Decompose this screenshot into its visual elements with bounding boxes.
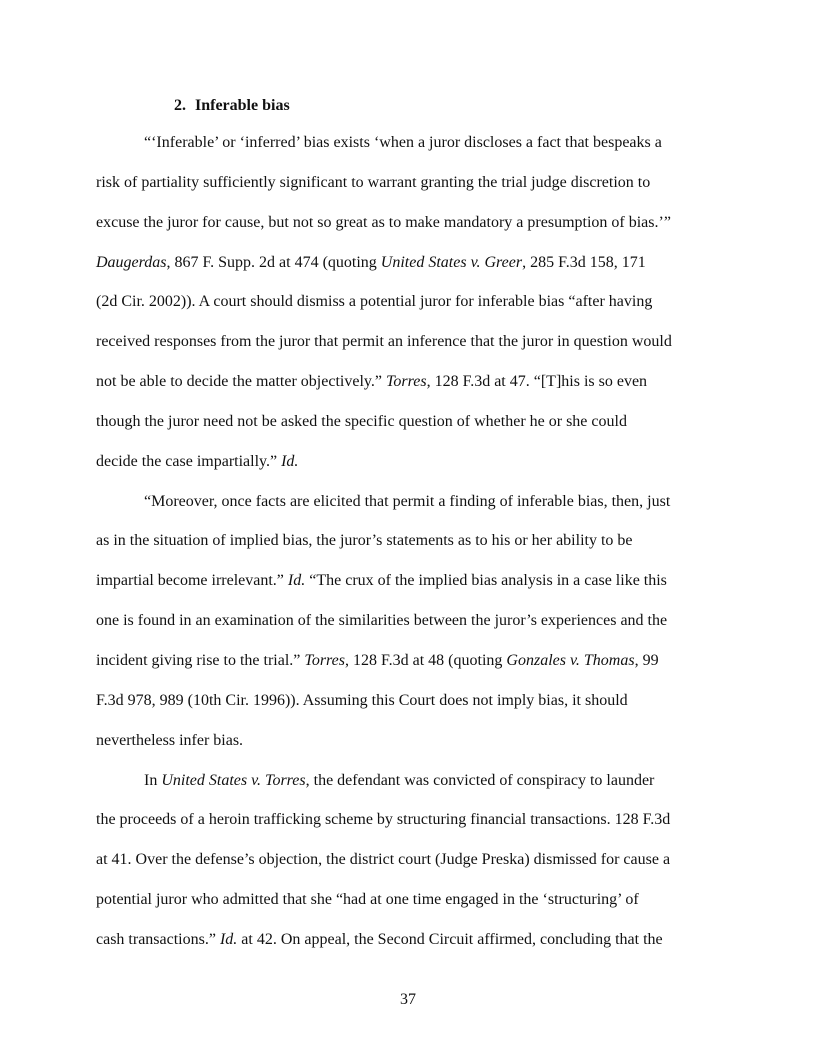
text-run: received responses from the juror that permit an inference that the juror in question would [96,333,672,351]
text-run: , 867 F. Supp. 2d at 474 (quoting [166,253,381,271]
text-line [96,930,736,970]
citation-italic: Torres [304,651,346,669]
text-run: at 41. Over the defense’s objection, the district court (Judge Preska) dismissed for cause a [96,851,671,869]
text-line [96,611,736,651]
text-line [96,213,736,253]
text-line [96,771,736,811]
citation-italic: United States v. Greer [380,253,523,271]
text-line [96,372,736,412]
text-run: excuse the juror for cause, but not so great as to make mandatory a presumption of bias.’” [96,213,671,231]
text-run: risk of partiality sufficiently significant to warrant granting the trial judge discretion to [96,173,651,191]
text-run: not be able to decide the matter objectively.” [96,373,386,391]
body-text [96,133,736,970]
text-run: “Moreover, once facts are elicited that permit a finding of inferable bias, then, just [144,492,671,510]
text-line [96,173,736,213]
text-line [96,810,736,850]
citation-italic: Id. [219,930,238,948]
text-run: (2d Cir. 2002)). A court should dismiss a potential juror for inferable bias “after having [96,293,653,311]
text-line [96,890,736,930]
page-number: 37 [400,991,416,1008]
text-line [96,253,736,293]
text-run: “‘Inferable’ or ‘inferred’ bias exists ‘when a juror discloses a fact that bespeaks a [144,134,662,151]
text-run: , the defendant was convicted of conspiracy to launder [305,771,655,789]
text-run: , 128 F.3d at 47. “[T]his is so even [426,373,648,391]
citation-italic: United States v. Torres [161,771,306,789]
text-line [96,292,736,332]
citation-italic: Id. [287,572,306,590]
text-run: impartial become irrelevant.” [96,572,288,590]
text-run: “The crux of the implied bias analysis in a case like this [305,572,667,590]
section-title: Inferable bias [195,97,290,114]
text-run: , 285 F.3d 158, 171 [522,253,646,271]
text-run: the proceeds of a heroin trafficking scheme by structuring financial transactions. 128 F.3d [96,811,671,829]
text-line [96,133,736,173]
citation-italic: Daugerdas [96,253,167,271]
text-run: nevertheless infer bias. [96,731,244,749]
text-line [96,492,736,532]
section-heading [174,95,290,117]
text-line [96,412,736,452]
text-run: though the juror need not be asked the specific question of whether he or she could [96,412,627,430]
text-run: , 99 [634,651,659,669]
text-run: at 42. On appeal, the Second Circuit affirmed, concluding that the [237,930,663,948]
text-run: as in the situation of implied bias, the juror’s statements as to his or her ability to be [96,532,633,550]
citation-italic: Torres [385,373,427,391]
text-run: incident giving rise to the trial.” [96,651,305,669]
text-line [96,691,736,731]
text-line [96,731,736,771]
text-line [96,452,736,492]
text-line [96,651,736,691]
text-line [96,850,736,890]
citation-italic: Id. [281,452,299,470]
section-number: 2. [174,97,186,114]
text-line [96,531,736,571]
text-run: potential juror who admitted that she “had at one time engaged in the ‘structuring’ of [96,891,639,909]
text-run: decide the case impartially.” [96,452,282,470]
text-line [96,332,736,372]
text-run: one is found in an examination of the similarities between the juror’s experiences and the [96,612,668,630]
text-run: In [144,771,162,789]
text-run: cash transactions.” [96,930,220,948]
text-line [96,571,736,611]
text-run: F.3d 978, 989 (10th Cir. 1996)). Assuming this Court does not imply bias, it should [96,691,628,709]
text-run: , 128 F.3d at 48 (quoting [345,651,507,669]
citation-italic: Gonzales v. Thomas [506,651,635,669]
